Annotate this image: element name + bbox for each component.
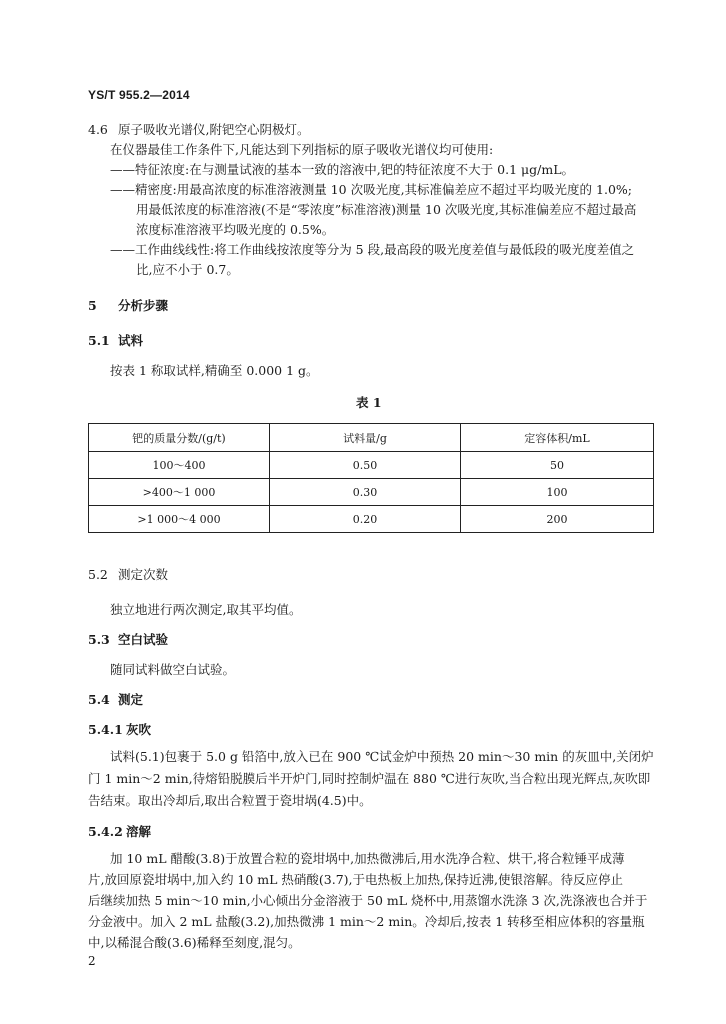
section-number: 5.4.1: [88, 722, 123, 737]
table-cell: 0.30: [270, 479, 461, 506]
section-number: 5.2: [88, 567, 108, 582]
table-cell: >400～1 000: [89, 479, 270, 506]
section-5-4-2-line5: 中,以稀混合酸(3.6)稀释至刻度,混匀。: [88, 935, 301, 950]
section-number: 5.4: [88, 692, 110, 707]
section-title: 溶解: [126, 824, 152, 839]
spec-item-linearity-line2: 比,应不小于 0.7。: [136, 262, 239, 277]
table-header-cell: 钯的质量分数/(g/t): [89, 424, 270, 452]
section-number: 5: [88, 298, 97, 313]
section-5-4-2-heading: [88, 822, 151, 842]
section-5-3-text: 随同试料做空白试验。: [110, 662, 236, 677]
section-5-4-heading: [88, 690, 143, 710]
section-number: 5.1: [88, 333, 110, 348]
section-4-6-intro: 在仪器最佳工作条件下,凡能达到下列指标的原子吸收光谱仪均可使用:: [110, 142, 494, 157]
section-5-4-2-line4: 分金液中。加入 2 mL 盐酸(3.2),加热微沸 1 min～2 min。冷却后,按表 1 转移至相应体积的容量瓶: [88, 914, 645, 929]
table-cell: >1 000～4 000: [89, 506, 270, 533]
section-title: 原子吸收光谱仪,附钯空心阴极灯。: [118, 122, 310, 137]
section-5-4-2-line3: 后继续加热 5 min～10 min,小心倾出分金溶液于 50 mL 烧杯中,用蒸馏水洗涤 3 次,洗涤液也合并于: [88, 893, 648, 908]
table-row: [89, 479, 654, 506]
section-5-4-1-line3: 告结束。取出冷却后,取出合粒置于瓷坩埚(4.5)中。: [88, 793, 372, 808]
section-5-4-1-heading: [88, 720, 151, 740]
section-5-1-text: 按表 1 称取试样,精确至 0.000 1 g。: [110, 363, 319, 378]
section-title: 试料: [118, 333, 144, 348]
section-5-4-1-line2: 门 1 min～2 min,待熔铅脱膜后半开炉门,同时控制炉温在 880 ℃进行灰吹,当合粒出现光辉点,灰吹即: [88, 771, 651, 786]
table-cell: 100: [461, 479, 654, 506]
table-cell: 0.50: [270, 452, 461, 479]
table-cell: 50: [461, 452, 654, 479]
document-code: YS/T 955.2—2014: [88, 88, 190, 102]
page-number: 2: [88, 954, 96, 968]
section-number: 5.3: [88, 632, 110, 647]
section-5-4-2-line2: 片,放回原瓷坩埚中,加入约 10 mL 热硝酸(3.7),于电热板上加热,保持近沸,使银溶解。待反应停止: [88, 872, 623, 887]
table-cell: 200: [461, 506, 654, 533]
table-cell: 0.20: [270, 506, 461, 533]
section-title: 空白试验: [118, 632, 169, 647]
table-1-caption: 表 1: [356, 395, 382, 410]
section-number: 5.4.2: [88, 824, 123, 839]
section-title: 测定: [118, 692, 144, 707]
spec-item-linearity-line1: ——工作曲线线性:将工作曲线按浓度等分为 5 段,最高段的吸光度差值与最低段的吸光度差值之: [110, 242, 635, 257]
table-row: [89, 452, 654, 479]
section-title: 分析步骤: [118, 298, 169, 313]
spec-item-precision-line1: ——精密度:用最高浓度的标准溶液测量 10 次吸光度,其标准偏差应不超过平均吸光度的 1.0%;: [110, 182, 632, 197]
table-row: [89, 506, 654, 533]
section-4-6-heading: [88, 120, 309, 140]
section-title: 灰吹: [126, 722, 152, 737]
section-5-2-heading: [88, 565, 168, 585]
spec-item-characteristic-concentration: ——特征浓度:在与测量试液的基本一致的溶液中,钯的特征浓度不大于 0.1 μg/mL。: [110, 162, 575, 177]
spec-item-precision-line2: 用最低浓度的标准溶液(不是“零浓度”标准溶液)测量 10 次吸光度,其标准偏差应不超过最高: [136, 202, 637, 217]
section-5-3-heading: [88, 630, 168, 650]
table-cell: 100～400: [89, 452, 270, 479]
table-header-row: [89, 424, 654, 452]
section-title: 测定次数: [118, 567, 169, 582]
spec-item-precision-line3: 浓度标准溶液平均吸光度的 0.5%。: [136, 222, 335, 237]
table-1: [88, 423, 654, 533]
section-5-2-text: 独立地进行两次测定,取其平均值。: [110, 602, 302, 617]
section-5-4-1-line1: 试料(5.1)包裹于 5.0 g 铅箔中,放入已在 900 ℃试金炉中预热 20 min～30 min 的灰皿中,关闭炉: [110, 749, 654, 764]
section-5-heading: [88, 296, 168, 316]
section-5-1-heading: [88, 331, 143, 351]
section-5-4-2-line1: 加 10 mL 醋酸(3.8)于放置合粒的瓷坩埚中,加热微沸后,用水洗净合粒、烘干,将合粒锤平成薄: [110, 851, 625, 866]
section-number: 4.6: [88, 122, 108, 137]
table-header-cell: 试料量/g: [270, 424, 461, 452]
table-header-cell: 定容体积/mL: [461, 424, 654, 452]
